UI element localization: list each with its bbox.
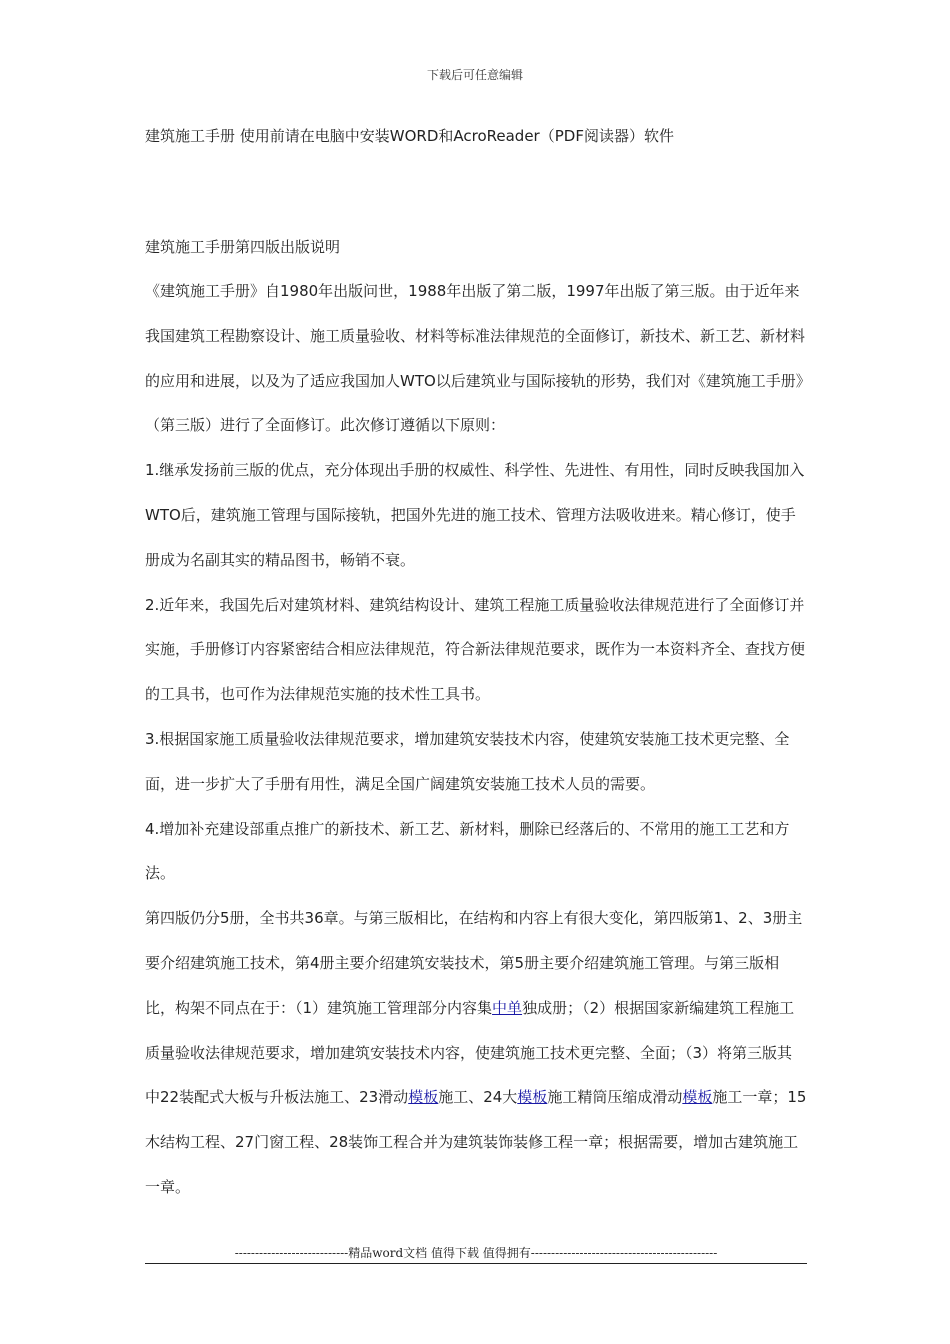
footer-divider xyxy=(145,1263,807,1264)
paragraph-structure-text-4: 施工精筒压缩成滑动 xyxy=(547,1088,683,1107)
page-header-note: 下载后可任意编辑 xyxy=(426,68,523,82)
section-heading: 建筑施工手册第四版出版说明 xyxy=(145,238,341,256)
paragraph-structure xyxy=(145,896,807,1210)
paragraph-structure-text-2: 独成册；（2）根据国家新编建筑工程施工质量验收法律规范要求，增加建筑安装技术内容，使建筑施工技术更完整、全面；（3）将第三版其中22装配式大板与升板法施工、23滑动 xyxy=(145,998,795,1107)
link-formwork-2[interactable]: 模板 xyxy=(517,1088,548,1107)
paragraph-structure-text-3: 施工、24大 xyxy=(438,1088,518,1107)
paragraph-principle-4: 4.增加补充建设部重点推广的新技术、新工艺、新材料，删除已经落后的、不常用的施工工艺和方法。 xyxy=(145,819,790,883)
link-zhongdan[interactable]: 中单 xyxy=(492,998,523,1017)
link-formwork-1[interactable]: 模板 xyxy=(408,1088,439,1107)
paragraph-structure-text-5: 施工一章；15木结构工程、27门窗工程、28装饰工程合并为建筑装饰装修工程一章；根据需要，增加古建筑施工一章。 xyxy=(145,1088,807,1196)
document-title: 建筑施工手册 使用前请在电脑中安装WORD和AcroReader（PDF阅读器）软件 xyxy=(145,127,674,145)
paragraph-intro: 《建筑施工手册》自1980年出版问世，1988年出版了第二版，1997年出版了第三版。由于近年来我国建筑工程勘察设计、施工质量验收、材料等标准法律规范的全面修订，新技术、新工艺、新材料的应用和进展，以及为了适应我国加人WTO以后建筑业与国际接轨的形势，我们对《建筑施工手册》（第三版）进行了全面修订。此次修订遵循以下原则： xyxy=(145,282,806,435)
paragraph-principle-1: 1.继承发扬前三版的优点，充分体现出手册的权威性、科学性、先进性、有用性，同时反映我国加入WTO后，建筑施工管理与国际接轨，把国外先进的施工技术、管理方法吸收进来。精心修订，使手册成为名副其实的精品图书，畅销不衰。 xyxy=(145,461,805,569)
link-formwork-3[interactable]: 模板 xyxy=(682,1088,713,1107)
paragraph-structure-text-1: 第四版仍分5册，全书共36章。与第三版相比，在结构和内容上有很大变化，第四版第1、2、3册主要介绍建筑施工技术，第4册主要介绍建筑安装技术，第5册主要介绍建筑施工管理。与第三版相比，构架不同点在于：（1）建筑施工管理部分内容集 xyxy=(145,909,803,1017)
document-body xyxy=(145,269,807,1210)
paragraph-principle-2: 2.近年来，我国先后对建筑材料、建筑结构设计、建筑工程施工质量验收法律规范进行了全面修订并实施，手册修订内容紧密结合相应法律规范，符合新法律规范要求，既作为一本资料齐全、查找方便的工具书，也可作为法律规范实施的技术性工具书。 xyxy=(145,595,806,704)
paragraph-principle-3: 3.根据国家施工质量验收法律规范要求，增加建筑安装技术内容，使建筑安装施工技术更完整、全面，进一步扩大了手册有用性，满足全国广阔建筑安装施工技术人员的需要。 xyxy=(145,729,790,793)
page-footer-note: ----------------------------精品word文档 值得下载 值得拥有---------------------------------------------- xyxy=(234,1246,718,1260)
